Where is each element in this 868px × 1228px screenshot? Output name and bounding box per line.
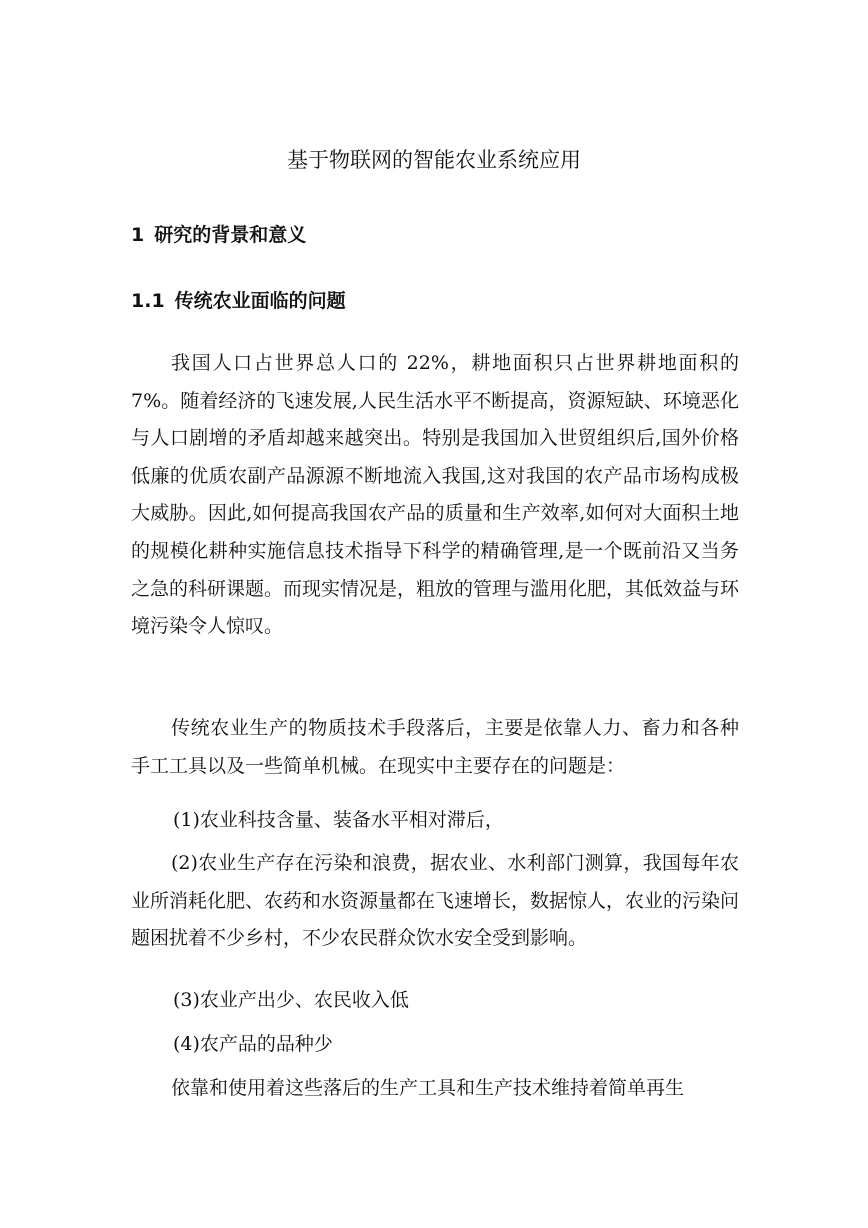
section-heading-1-1 [131, 288, 346, 314]
body-paragraph: 我国人口占世界总人口的 22%，耕地面积只占世界耕地面积的 7%。随着经济的飞速发展,人民生活水平不断提高，资源短缺、环境恶化与人口剧增的矛盾却越来越突出。特别是我国加入世贸组织后,国外价格低廉的优质农副产品源源不断地流入我国,这对我国的农产品市场构成极大威胁。因此,如何提高我国农产品的质量和生产效率,如何对大面积土地的规模化耕种实施信息技术指导下科学的精确管理,是一个既前沿又当务之急的科研课题。而现实情况是，粗放的管理与滥用化肥，其低效益与环境污染令人惊叹。 [131, 352, 740, 638]
body-paragraph: 依靠和使用着这些落后的生产工具和生产技术维持着简单再生 [171, 1077, 685, 1099]
section-title: 研究的背景和意义 [154, 224, 307, 246]
body-paragraph: 传统农业生产的物质技术手段落后，主要是依靠人力、畜力和各种手工工具以及一些简单机械。在现实中主要存在的问题是： [131, 717, 739, 777]
problem-item: (3)农业产出少、农民收入低 [173, 989, 409, 1011]
document-title: 基于物联网的智能农业系统应用 [287, 148, 581, 172]
problem-item: (2)农业生产存在污染和浪费，据农业、水利部门测算，我国每年农业所消耗化肥、农药和水资源量都在飞速增长，数据惊人，农业的污染问题困扰着不少乡村，不少农民群众饮水安全受到影响。 [131, 852, 740, 950]
subsection-number: 1.1 [131, 290, 165, 312]
subsection-title: 传统农业面临的问题 [174, 290, 346, 312]
section-heading-1 [131, 222, 306, 248]
section-number: 1 [131, 224, 145, 246]
problem-item: (1)农业科技含量、装备水平相对滞后， [173, 809, 504, 831]
problem-item: (4)农产品的品种少 [173, 1033, 333, 1055]
